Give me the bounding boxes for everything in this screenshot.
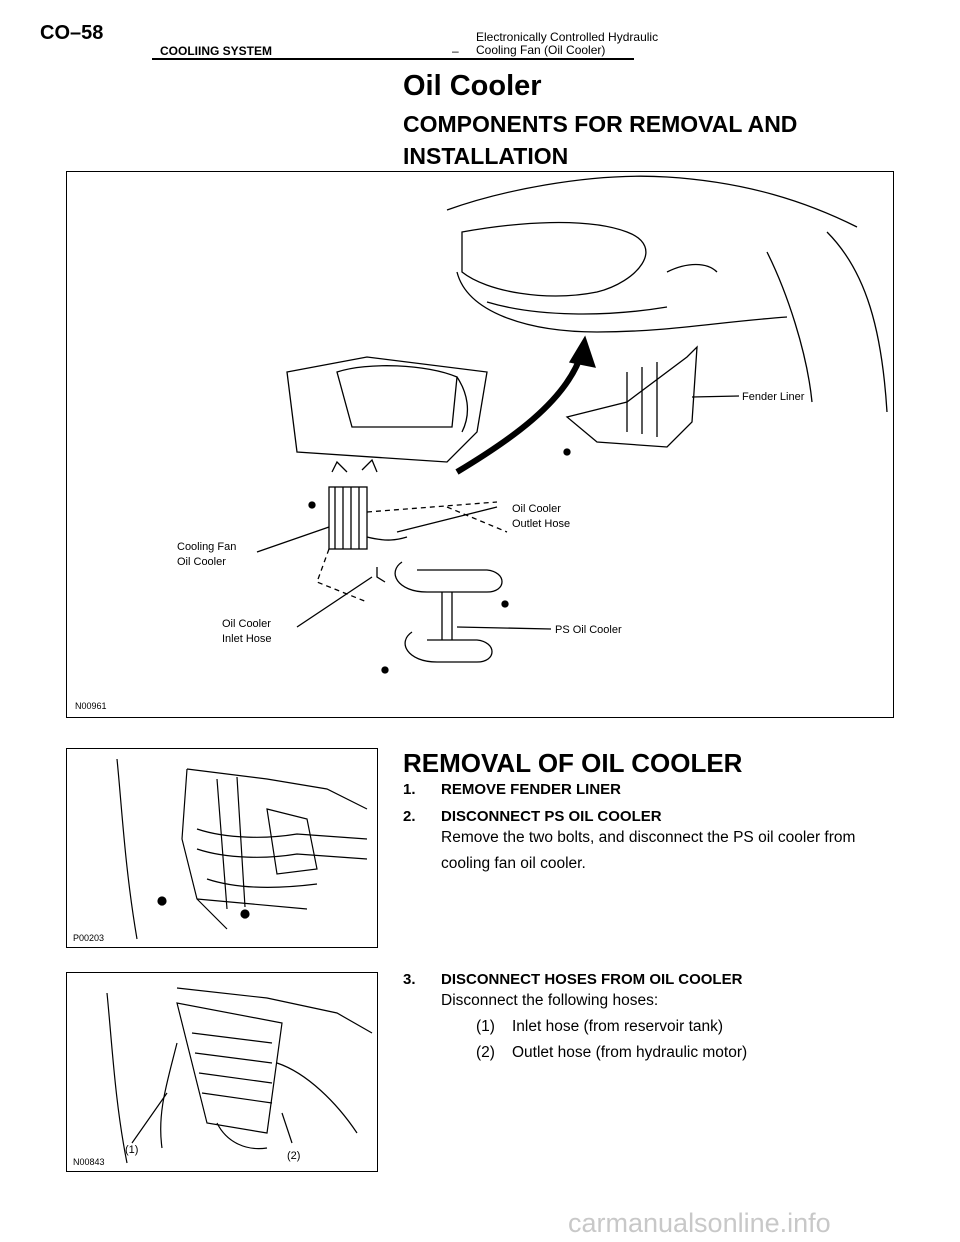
step-3-text: DISCONNECT HOSES FROM OIL COOLER [441,971,743,988]
label-outlet-hose-2: Outlet Hose [512,518,571,530]
figure-code: N00961 [75,701,107,711]
sub-1-num: (1) [476,1018,495,1035]
step-3-num: 3. [403,971,416,988]
label-fan-cooler-2: Oil Cooler [177,556,226,568]
page-subtitle: COMPONENTS FOR REMOVAL AND INSTALLATION [403,111,798,169]
header-topic-line1: Electronically Controlled Hydraulic [476,30,659,44]
step-3-body: Disconnect the following hoses: [441,992,659,1009]
sub-1-text: Inlet hose (from reservoir tank) [512,1018,724,1035]
bumper-line [457,272,787,332]
label-fender-liner: Fender Liner [742,391,805,403]
step-2-text: DISCONNECT PS OIL COOLER [441,808,662,825]
page-number: CO–58 [40,22,104,44]
removal-title: REMOVAL OF OIL COOLER [403,748,743,778]
callout-1: (1) [125,1144,139,1156]
car-hood-line [447,176,857,227]
watermark: carmanualsonline.info [568,1208,831,1238]
header-system: COOLIING SYSTEM [160,44,273,58]
step-1-text: REMOVE FENDER LINER [441,781,622,798]
sub-2-num: (2) [476,1044,495,1061]
leader-fender-liner [692,396,739,397]
page-title: Oil Cooler [403,70,542,102]
figure-3-code: N00843 [73,1157,105,1167]
step-1-num: 1. [403,781,416,798]
figure-hoses [66,972,378,1172]
header-rule [152,58,634,60]
engine-bay [287,357,487,462]
label-outlet-hose-1: Oil Cooler [512,503,561,515]
sub-2-text: Outlet hose (from hydraulic motor) [512,1044,748,1061]
step-2-body-line1: Remove the two bolts, and disconnect the PS oil cooler from [441,829,856,846]
label-fan-cooler-1: Cooling Fan [177,541,237,553]
headlight-outline [462,223,646,296]
leader-outlet-hose [397,507,497,532]
step-2-num: 2. [403,808,416,825]
header-topic-line2: Cooling Fan (Oil Cooler) [476,43,606,57]
step-2-body-line2: cooling fan oil cooler. [441,855,586,872]
leader-ps-cooler [457,627,551,629]
label-ps-cooler: PS Oil Cooler [555,624,622,636]
wheel-arch [767,252,812,402]
callout-2: (2) [287,1150,301,1162]
components-figure [66,171,894,718]
figure-2-code: P00203 [73,933,105,943]
leader-inlet-hose [297,577,372,627]
header-dash: – [452,44,459,58]
figure-ps-cooler [66,748,378,948]
oil-cooler-body [177,1003,282,1133]
leader-fan-cooler [257,527,329,552]
label-inlet-hose-1: Oil Cooler [222,618,271,630]
label-inlet-hose-2: Inlet Hose [222,633,272,645]
ps-oil-cooler-part [395,562,502,592]
